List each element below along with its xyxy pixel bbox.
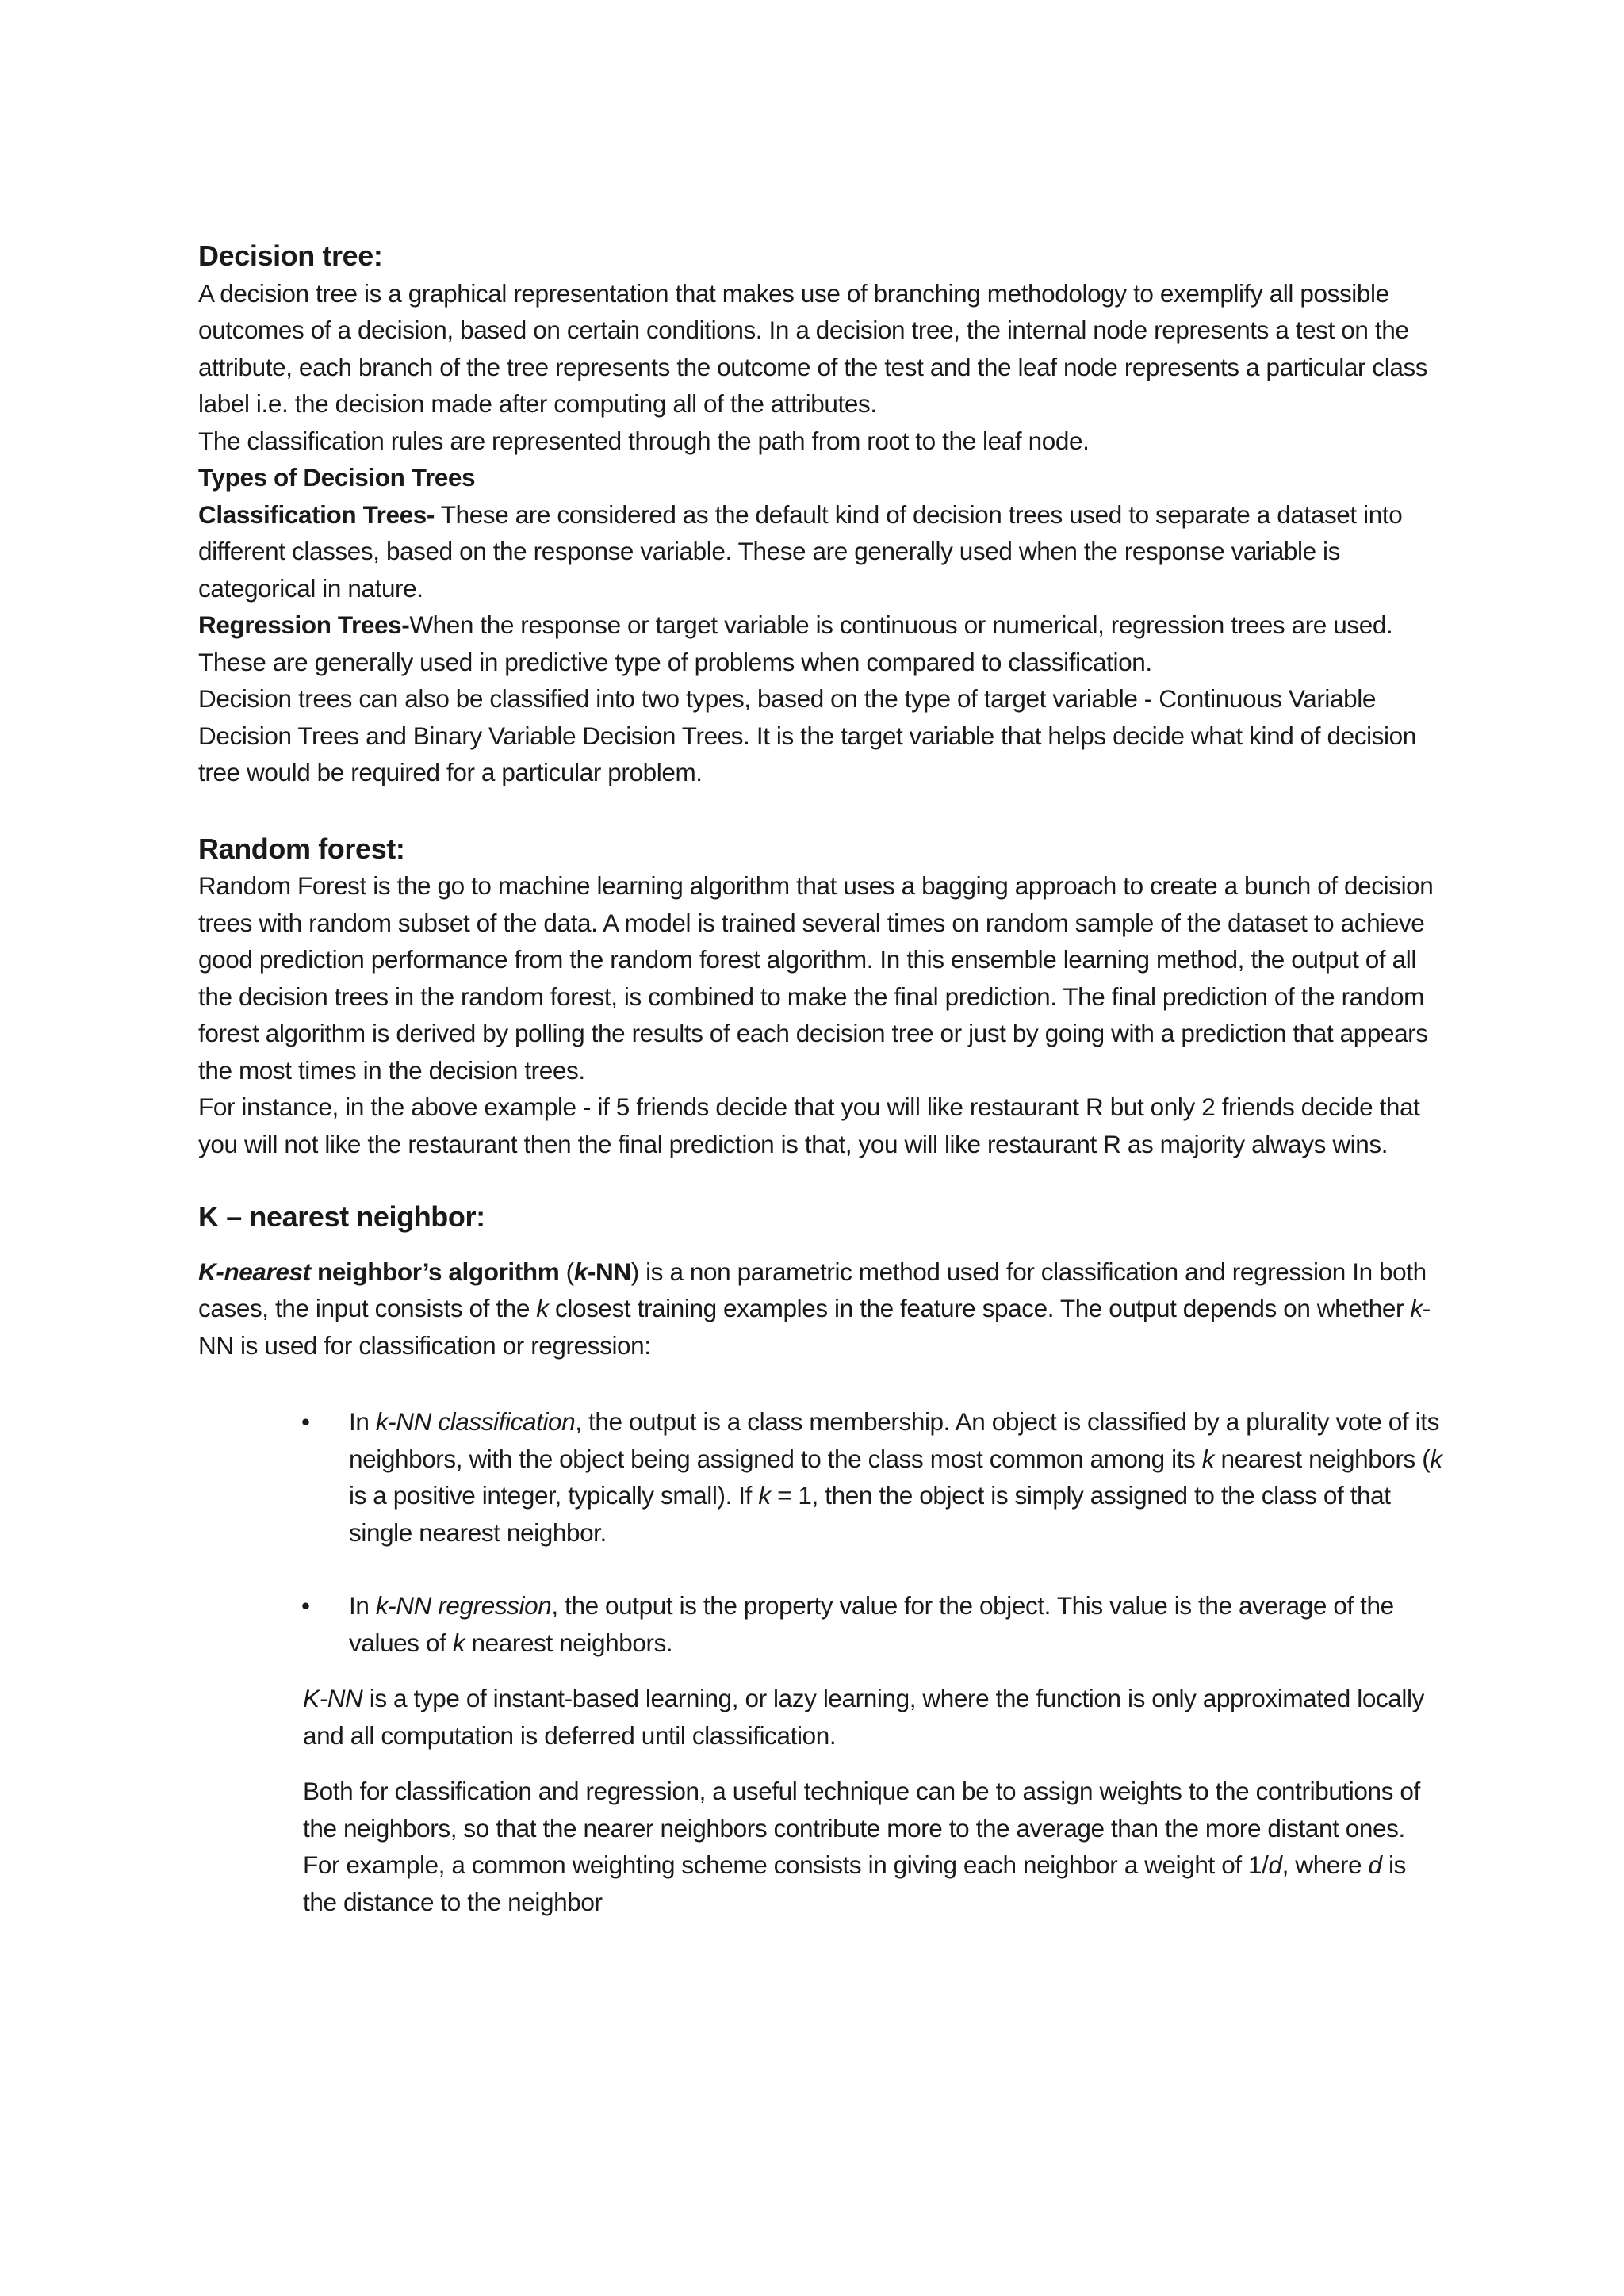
knn-intro-k: k: [573, 1257, 588, 1286]
knn-intro-abbrev: [574, 1257, 631, 1286]
d-variable: d: [1268, 1850, 1282, 1879]
bullet-text: is a positive integer, typically small). If: [349, 1481, 759, 1510]
bullet-text: nearest neighbors (: [1214, 1444, 1431, 1473]
section-spacer: [198, 791, 1443, 831]
paragraph-text: , where: [1281, 1850, 1369, 1879]
knn-term: K-NN: [303, 1684, 363, 1712]
classification-trees-label: Classification Trees-: [198, 499, 435, 529]
paragraph-text: is a type of instant-based learning, or lazy learning, where the function is only approximated locally and all computation is deferred until classification.: [303, 1684, 1424, 1750]
bullet-text: In: [349, 1407, 376, 1436]
knn-lazy-learning-paragraph: [198, 1680, 1443, 1754]
knn-classification-term: k-NN classification: [375, 1407, 576, 1436]
decision-tree-paragraph-3: Decision trees can also be classified into two types, based on the type of target variable - Continuous Variable Decision Trees and Binary Variable Decision Trees. It is the target variable that helps decide what kind of decision tree would be required for a particular problem.: [198, 684, 1416, 786]
knn-intro-paragraph: [198, 1253, 1443, 1364]
regression-trees-paragraph: [198, 607, 1443, 680]
bullet-text: In: [349, 1591, 376, 1620]
knn-intro-paren: (: [559, 1257, 574, 1286]
k-variable: k: [758, 1481, 771, 1510]
knn-intro-text-2: closest training examples in the feature space. The output depends on whether: [548, 1294, 1411, 1322]
section-spacer: [198, 1162, 1443, 1199]
random-forest-heading: Random forest:: [198, 832, 405, 865]
d-variable: d: [1368, 1850, 1382, 1879]
knn-intro-text-3: -NN is used for classification or regression:: [198, 1294, 1431, 1360]
knn-bullet-regression: [301, 1587, 1443, 1661]
bullet-text: , the output is the property value for the object. This value is the average of the values of: [349, 1591, 1394, 1657]
random-forest-paragraph-2: For instance, in the above example - if 5 friends decide that you will like restaurant R but only 2 friends decide that you will not like the restaurant then the final prediction is that, you will like restaurant R as majority always wins.: [198, 1093, 1420, 1158]
knn-weighting-paragraph: [198, 1773, 1443, 1920]
k-variable: k: [452, 1628, 465, 1657]
classification-trees-text: These are considered as the default kind of decision trees used to separate a dataset into different classes, based on the response variable. These are generally used when the response variable is categorical in nature.: [198, 499, 1403, 603]
bullet-dot: •: [301, 1407, 310, 1436]
knn-heading: K – nearest neighbor:: [198, 1200, 485, 1233]
decision-tree-paragraph-1: A decision tree is a graphical representation that makes use of branching methodology to exemplify all possible outcomes of a decision, based on certain conditions. In a decision tree, the internal node represents a test on the attribute, each branch of the tree represents the outcome of the test and the leaf node represents a particular class label i.e. the decision made after computing all of the attributes.: [198, 278, 1428, 418]
bullet-dot: •: [301, 1591, 310, 1620]
knn-bullet-classification: [301, 1403, 1443, 1551]
regression-trees-label: Regression Trees-: [198, 610, 410, 639]
knn-intro-text-1: ) is a non parametric method used for classification and regression In both cases, the input consists of the: [198, 1257, 1427, 1322]
knn-intro-nn: -NN: [587, 1257, 631, 1286]
knn-intro-algorithm: neighbor’s algorithm: [310, 1257, 560, 1286]
types-of-decision-trees-heading: [198, 459, 1443, 496]
knn-intro-k-2: k: [536, 1294, 549, 1322]
k-variable: k: [1430, 1444, 1442, 1473]
paragraph-text: is the distance to the neighbor: [303, 1850, 1406, 1916]
knn-intro-k-nearest: K-nearest: [198, 1257, 311, 1286]
types-heading-text: Types of Decision Trees: [198, 463, 476, 492]
knn-intro-k-3: k: [1410, 1294, 1423, 1322]
decision-tree-heading: Decision tree:: [198, 239, 383, 272]
bullet-text: , the output is a class membership. An object is classified by a plurality vote of its neighbors, with the object being assigned to the class most common among its: [349, 1407, 1439, 1473]
classification-trees-paragraph: [198, 496, 1443, 607]
knn-intro-bold: [198, 1257, 559, 1286]
knn-bullet-list: [198, 1403, 1443, 1661]
k-variable: k: [1201, 1444, 1215, 1473]
knn-regression-term: k-NN regression: [375, 1591, 552, 1620]
regression-trees-text: When the response or target variable is continuous or numerical, regression trees are used. These are generally used in predictive type of problems when compared to classification.: [198, 610, 1393, 676]
bullet-text: = 1, then the object is simply assigned to the class of that single nearest neighbor.: [349, 1481, 1391, 1547]
document-page: [198, 238, 1443, 1920]
decision-tree-paragraph-2: The classification rules are represented through the path from root to the leaf node.: [198, 426, 1090, 455]
random-forest-paragraph-1: Random Forest is the go to machine learning algorithm that uses a bagging approach to create a bunch of decision trees with random subset of the data. A model is trained several times on random sample of the dataset to achieve good prediction performance from the random forest algorithm. In this ensemble learning method, the output of all the decision trees in the random forest, is combined to make the final prediction. The final prediction of the random forest algorithm is derived by polling the results of each decision tree or just by going with a prediction that appears the most times in the decision trees.: [198, 871, 1434, 1085]
bullet-text: nearest neighbors.: [465, 1628, 673, 1657]
paragraph-text: Both for classification and regression, a useful technique can be to assign weights to the contributions of the neighbors, so that the nearer neighbors contribute more to the average than the more distant ones. For example, a common weighting scheme consists in giving each neighbor a weight of 1/: [303, 1777, 1420, 1879]
